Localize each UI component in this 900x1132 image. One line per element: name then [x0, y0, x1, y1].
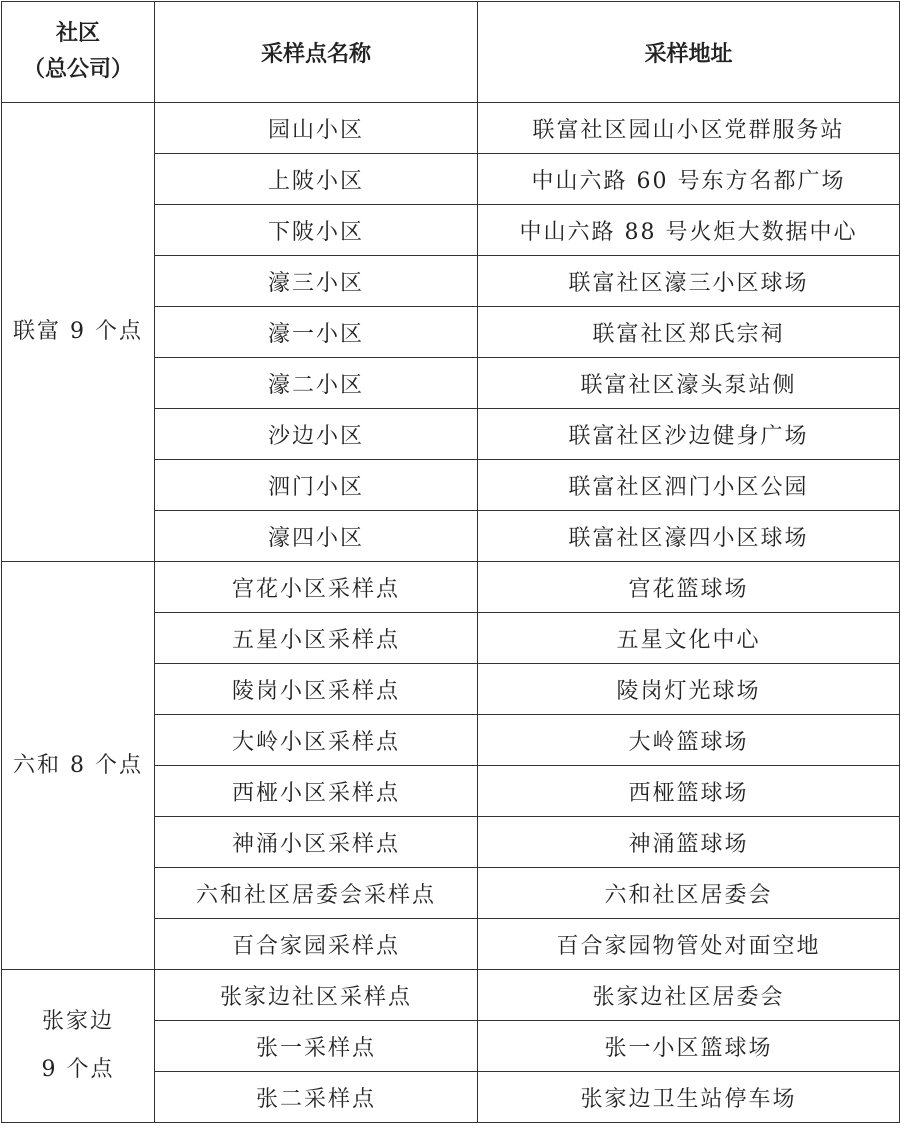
- header-site-name: 采样点名称: [155, 2, 478, 103]
- community-group-label: 9 个点: [41, 1057, 115, 1082]
- header-community-line2: （总公司）: [22, 57, 133, 82]
- site-name-cell: 上陂小区: [155, 154, 478, 205]
- site-name-cell: 张一采样点: [155, 1021, 478, 1072]
- site-address-cell: 陵岗灯光球场: [478, 664, 900, 715]
- site-address-cell: 西桠篮球场: [478, 766, 900, 817]
- site-name-cell: 园山小区: [155, 103, 478, 154]
- site-address-cell: 联富社区泗门小区公园: [478, 460, 900, 511]
- site-name-cell: 大岭小区采样点: [155, 715, 478, 766]
- site-name-cell: 陵岗小区采样点: [155, 664, 478, 715]
- site-name-cell: 神涌小区采样点: [155, 817, 478, 868]
- site-address-cell: 神涌篮球场: [478, 817, 900, 868]
- site-name-cell: 张家边社区采样点: [155, 970, 478, 1021]
- site-name-cell: 泗门小区: [155, 460, 478, 511]
- site-address-cell: 中山六路 88 号火炬大数据中心: [478, 205, 900, 256]
- site-address-cell: 大岭篮球场: [478, 715, 900, 766]
- community-group-label: 联富 9 个点: [13, 319, 143, 344]
- community-group-cell: [2, 562, 155, 970]
- site-name-cell: 百合家园采样点: [155, 919, 478, 970]
- site-name-cell: 濠一小区: [155, 307, 478, 358]
- header-community: [2, 2, 155, 103]
- site-address-cell: 联富社区濠四小区球场: [478, 511, 900, 562]
- community-group-cell: [2, 103, 155, 562]
- site-name-cell: 六和社区居委会采样点: [155, 868, 478, 919]
- table-row: [2, 562, 900, 613]
- header-address: 采样地址: [478, 2, 900, 103]
- site-name-cell: 张二采样点: [155, 1072, 478, 1123]
- site-address-cell: 联富社区郑氏宗祠: [478, 307, 900, 358]
- site-address-cell: 六和社区居委会: [478, 868, 900, 919]
- site-address-cell: 百合家园物管处对面空地: [478, 919, 900, 970]
- sampling-sites-table: [1, 1, 900, 1123]
- site-address-cell: 张家边卫生站停车场: [478, 1072, 900, 1123]
- community-group-label: 张家边: [41, 1009, 114, 1034]
- site-address-cell: 宫花篮球场: [478, 562, 900, 613]
- site-address-cell: 张一小区篮球场: [478, 1021, 900, 1072]
- site-name-cell: 濠二小区: [155, 358, 478, 409]
- site-name-cell: 宫花小区采样点: [155, 562, 478, 613]
- header-community-line1: 社区: [55, 21, 100, 46]
- site-address-cell: 联富社区濠头泵站侧: [478, 358, 900, 409]
- community-group-cell: [2, 970, 155, 1123]
- site-address-cell: 联富社区濠三小区球场: [478, 256, 900, 307]
- header-row: [2, 2, 900, 103]
- site-address-cell: 中山六路 60 号东方名都广场: [478, 154, 900, 205]
- table-row: [2, 970, 900, 1021]
- site-name-cell: 沙边小区: [155, 409, 478, 460]
- site-name-cell: 五星小区采样点: [155, 613, 478, 664]
- site-name-cell: 西桠小区采样点: [155, 766, 478, 817]
- table-row: [2, 103, 900, 154]
- site-address-cell: 张家边社区居委会: [478, 970, 900, 1021]
- table-body: [2, 103, 900, 1123]
- site-address-cell: 五星文化中心: [478, 613, 900, 664]
- community-group-label: 六和 8 个点: [13, 752, 143, 778]
- site-address-cell: 联富社区沙边健身广场: [478, 409, 900, 460]
- site-name-cell: 下陂小区: [155, 205, 478, 256]
- site-name-cell: 濠四小区: [155, 511, 478, 562]
- site-name-cell: 濠三小区: [155, 256, 478, 307]
- site-address-cell: 联富社区园山小区党群服务站: [478, 103, 900, 154]
